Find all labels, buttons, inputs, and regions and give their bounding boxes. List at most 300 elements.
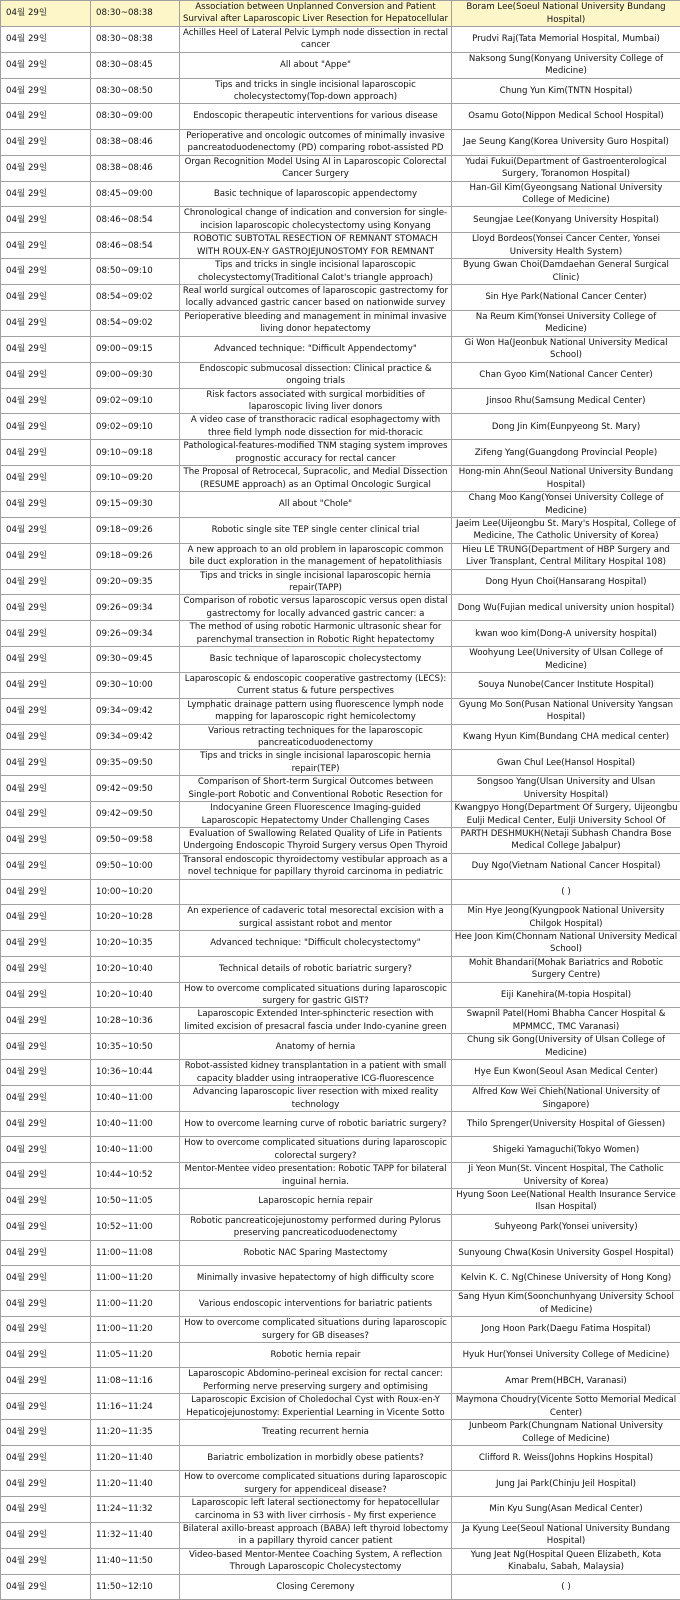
speaker-cell xyxy=(452,1,680,27)
table-row xyxy=(1,1163,680,1189)
table-row xyxy=(1,52,680,78)
title-cell-text: Laparoscopic left lateral sectionectomy for hepatocellular carcinoma in S3 with liver cirrhosis - My first experience xyxy=(182,1497,449,1522)
title-cell-text: Basic technique of laparoscopic cholecystectomy xyxy=(182,653,449,665)
title-cell-text: How to overcome complicated situations during laparoscopic surgery for appendiceal disease? xyxy=(182,1471,449,1496)
title-cell-text: Robot-assisted kidney transplantation in a patient with small capacity bladder using intraoperative ICG-fluorescence xyxy=(182,1060,449,1085)
time-cell-text: 08:54~09:02 xyxy=(96,317,177,329)
title-cell-text: Perioperative and oncologic outcomes of minimally invasive pancreatoduodenectomy (PD) comparing robot-assisted PD xyxy=(182,130,449,155)
date-cell-text: 04월 29일 xyxy=(6,110,88,122)
speaker-cell-text: Chang Moo Kang(Yonsei University College of Medicine) xyxy=(454,492,678,517)
title-cell xyxy=(180,517,452,543)
speaker-cell xyxy=(452,905,680,931)
title-cell xyxy=(180,673,452,699)
speaker-cell-text: Prudvi Raj(Tata Memorial Hospital, Mumbai) xyxy=(454,33,678,45)
speaker-cell xyxy=(452,78,680,104)
date-cell xyxy=(1,1,91,27)
date-cell xyxy=(1,181,91,207)
table-row xyxy=(1,750,680,776)
date-cell-text: 04월 29일 xyxy=(6,214,88,226)
speaker-cell-text: Na Reum Kim(Yonsei University College of Medicine) xyxy=(454,311,678,336)
date-cell xyxy=(1,905,91,931)
time-cell-text: 09:26~09:34 xyxy=(96,628,177,640)
time-cell xyxy=(91,1343,180,1368)
time-cell-text: 09:42~09:50 xyxy=(96,783,177,795)
date-cell xyxy=(1,1188,91,1214)
title-cell-text: Minimally invasive hepatectomy of high difficulty score xyxy=(182,1272,449,1284)
title-cell xyxy=(180,52,452,78)
title-cell xyxy=(180,1523,452,1549)
time-cell-text: 08:50~09:10 xyxy=(96,265,177,277)
time-cell-text: 10:40~11:00 xyxy=(96,1118,177,1130)
speaker-cell-text: Jong Hoon Park(Daegu Fatima Hospital) xyxy=(454,1323,678,1335)
time-cell-text: 08:46~08:54 xyxy=(96,240,177,252)
speaker-cell-text: Souya Nunobe(Cancer Institute Hospital) xyxy=(454,679,678,691)
date-cell xyxy=(1,595,91,621)
title-cell-text: Technical details of robotic bariatric surgery? xyxy=(182,963,449,975)
time-cell-text: 11:20~11:35 xyxy=(96,1426,177,1438)
date-cell xyxy=(1,698,91,724)
date-cell-text: 04월 29일 xyxy=(6,369,88,381)
speaker-cell xyxy=(452,440,680,466)
date-cell xyxy=(1,647,91,673)
time-cell xyxy=(91,930,180,956)
time-cell-text: 10:20~10:40 xyxy=(96,963,177,975)
date-cell xyxy=(1,828,91,854)
title-cell-text: An experience of cadaveric total mesorectal excision with a surgical assistant robot and mentor xyxy=(182,905,449,930)
table-row xyxy=(1,466,680,492)
time-cell-text: 11:08~11:16 xyxy=(96,1375,177,1387)
speaker-cell xyxy=(452,336,680,362)
table-row xyxy=(1,285,680,311)
time-cell-text: 10:40~11:00 xyxy=(96,1092,177,1104)
speaker-cell-text: Jaeim Lee(Uijeongbu St. Mary's Hospital, College of Medicine, The Catholic University of Korea) xyxy=(454,518,678,543)
date-cell xyxy=(1,388,91,414)
date-cell xyxy=(1,517,91,543)
title-cell xyxy=(180,724,452,750)
speaker-cell-text: Hyuk Hur(Yonsei University College of Medicine) xyxy=(454,1349,678,1361)
date-cell-text: 04월 29일 xyxy=(6,1195,88,1207)
speaker-cell xyxy=(452,750,680,776)
title-cell-text: Laparoscopic Abdomino-perineal excision for rectal cancer: Performing nerve preserving surgery and optimising xyxy=(182,1368,449,1393)
time-cell-text: 10:40~11:00 xyxy=(96,1144,177,1156)
date-cell xyxy=(1,27,91,53)
table-row xyxy=(1,853,680,879)
date-cell xyxy=(1,750,91,776)
speaker-cell-text: ( ) xyxy=(454,1581,678,1593)
date-cell-text: 04월 29일 xyxy=(6,1503,88,1515)
speaker-cell-text: Hyung Soon Lee(National Health Insurance Service Ilsan Hospital) xyxy=(454,1189,678,1214)
time-cell xyxy=(91,492,180,518)
title-cell-text: Organ Recognition Model Using AI in Laparoscopic Colorectal Cancer Surgery xyxy=(182,156,449,181)
date-cell-text: 04월 29일 xyxy=(6,136,88,148)
title-cell xyxy=(180,1420,452,1446)
table-row xyxy=(1,1086,680,1112)
time-cell xyxy=(91,1163,180,1189)
time-cell-text: 11:50~12:10 xyxy=(96,1581,177,1593)
date-cell-text: 04월 29일 xyxy=(6,1092,88,1104)
date-cell-text: 04월 29일 xyxy=(6,757,88,769)
title-cell xyxy=(180,1446,452,1471)
table-row xyxy=(1,828,680,854)
title-cell-text: Advancing laparoscopic liver resection with mixed reality technology xyxy=(182,1086,449,1111)
speaker-cell-text: Min Hye Jeong(Kyungpook National University Chilgok Hospital) xyxy=(454,905,678,930)
date-cell-text: 04월 29일 xyxy=(6,1015,88,1027)
table-row xyxy=(1,181,680,207)
time-cell-text: 11:24~11:32 xyxy=(96,1503,177,1515)
table-row xyxy=(1,956,680,982)
title-cell-text: Endoscopic therapeutic interventions for various disease xyxy=(182,110,449,122)
time-cell-text: 11:40~11:50 xyxy=(96,1555,177,1567)
date-cell xyxy=(1,1497,91,1523)
title-cell xyxy=(180,1060,452,1086)
time-cell xyxy=(91,181,180,207)
date-cell-text: 04월 29일 xyxy=(6,1452,88,1464)
time-cell xyxy=(91,414,180,440)
title-cell-text: Indocyanine Green Fluorescence Imaging-guided Laparoscopic Hepatectomy Under Challenging Cases xyxy=(182,802,449,827)
speaker-cell-text: Hee Joon Kim(Chonnam National University Medical School) xyxy=(454,931,678,956)
title-cell-text: The Proposal of Retrocecal, Supracolic, and Medial Dissection (RESUME approach) as an Optimal Oncologic Surgical xyxy=(182,466,449,491)
table-row xyxy=(1,1060,680,1086)
table-row xyxy=(1,595,680,621)
title-cell-text: Laparoscopic hernia repair xyxy=(182,1195,449,1207)
table-row xyxy=(1,233,680,259)
title-cell-text: Laparoscopic & endoscopic cooperative gastrectomy (LECS): Current status & future perspectives xyxy=(182,673,449,698)
title-cell-text: Risk factors associated with surgical morbidities of laparoscopic living liver donors xyxy=(182,389,449,414)
time-cell xyxy=(91,207,180,233)
date-cell-text: 04월 29일 xyxy=(6,240,88,252)
time-cell xyxy=(91,1420,180,1446)
speaker-cell xyxy=(452,1523,680,1549)
speaker-cell-text: Thilo Sprenger(University Hospital of Giessen) xyxy=(454,1118,678,1130)
time-cell xyxy=(91,1060,180,1086)
time-cell xyxy=(91,1137,180,1163)
date-cell-text: 04월 29일 xyxy=(6,472,88,484)
speaker-cell xyxy=(452,285,680,311)
time-cell xyxy=(91,466,180,492)
title-cell xyxy=(180,982,452,1008)
speaker-cell xyxy=(452,388,680,414)
title-cell xyxy=(180,776,452,802)
speaker-cell xyxy=(452,1291,680,1317)
speaker-cell-text: Dong Wu(Fujian medical university union hospital) xyxy=(454,602,678,614)
speaker-cell-text: Osamu Goto(Nippon Medical School Hospital) xyxy=(454,110,678,122)
date-cell-text: 04월 29일 xyxy=(6,1401,88,1413)
table-row xyxy=(1,129,680,155)
title-cell xyxy=(180,853,452,879)
title-cell-text: Lymphatic drainage pattern using fluorescence lymph node mapping for laparoscopic right hemicolectomy xyxy=(182,699,449,724)
date-cell xyxy=(1,1317,91,1343)
title-cell-text: Tips and tricks in single incisional laparoscopic cholecystectomy(Top-down approach) xyxy=(182,79,449,104)
date-cell xyxy=(1,1086,91,1112)
time-cell-text: 10:20~10:35 xyxy=(96,937,177,949)
time-cell-text: 09:15~09:30 xyxy=(96,498,177,510)
title-cell xyxy=(180,621,452,647)
title-cell-text: Bilateral axillo-breast approach (BABA) left thyroid lobectomy in a papillary thyroid cancer patient xyxy=(182,1523,449,1548)
date-cell-text: 04월 29일 xyxy=(6,1298,88,1310)
speaker-cell-text: Gwan Chul Lee(Hansol Hospital) xyxy=(454,757,678,769)
speaker-cell-text: Chung Yun Kim(TNTN Hospital) xyxy=(454,85,678,97)
date-cell-text: 04월 29일 xyxy=(6,1323,88,1335)
title-cell xyxy=(180,259,452,285)
title-cell xyxy=(180,311,452,337)
speaker-cell xyxy=(452,982,680,1008)
date-cell-text: 04월 29일 xyxy=(6,265,88,277)
time-cell-text: 10:20~10:40 xyxy=(96,989,177,1001)
title-cell xyxy=(180,956,452,982)
date-cell-text: 04월 29일 xyxy=(6,834,88,846)
date-cell-text: 04월 29일 xyxy=(6,731,88,743)
time-cell xyxy=(91,104,180,129)
table-row xyxy=(1,1548,680,1574)
date-cell xyxy=(1,621,91,647)
table-row xyxy=(1,724,680,750)
time-cell-text: 09:00~09:15 xyxy=(96,343,177,355)
time-cell-text: 09:42~09:50 xyxy=(96,808,177,820)
date-cell xyxy=(1,129,91,155)
table-row xyxy=(1,78,680,104)
title-cell xyxy=(180,362,452,388)
speaker-cell xyxy=(452,853,680,879)
time-cell xyxy=(91,802,180,828)
title-cell xyxy=(180,78,452,104)
table-row xyxy=(1,647,680,673)
title-cell-text: Basic technique of laparoscopic appendectomy xyxy=(182,188,449,200)
time-cell xyxy=(91,517,180,543)
table-row xyxy=(1,1266,680,1291)
title-cell-text: Tips and tricks in single incisional laparoscopic hernia repair(TAPP) xyxy=(182,570,449,595)
date-cell xyxy=(1,930,91,956)
title-cell-text: Advanced technique: "Difficult Appendectomy" xyxy=(182,343,449,355)
title-cell-text: Mentor-Mentee video presentation: Robotic TAPP for bilateral inguinal hernia. xyxy=(182,1163,449,1188)
title-cell xyxy=(180,1086,452,1112)
speaker-cell xyxy=(452,492,680,518)
speaker-cell xyxy=(452,647,680,673)
date-cell-text: 04월 29일 xyxy=(6,421,88,433)
speaker-cell-text: Dong Hyun Choi(Hansarang Hospital) xyxy=(454,576,678,588)
title-cell xyxy=(180,1343,452,1368)
speaker-cell-text: kwan woo kim(Dong-A university hospital) xyxy=(454,628,678,640)
speaker-cell-text: Byung Gwan Choi(Damdaehan General Surgical Clinic) xyxy=(454,259,678,284)
date-cell-text: 04월 29일 xyxy=(6,628,88,640)
table-row xyxy=(1,1368,680,1394)
time-cell-text: 11:32~11:40 xyxy=(96,1529,177,1541)
speaker-cell xyxy=(452,956,680,982)
speaker-cell xyxy=(452,466,680,492)
speaker-cell xyxy=(452,724,680,750)
time-cell-text: 11:00~11:20 xyxy=(96,1272,177,1284)
speaker-cell xyxy=(452,1574,680,1599)
title-cell xyxy=(180,828,452,854)
title-cell-text: Bariatric embolization in morbidly obese patients? xyxy=(182,1452,449,1464)
date-cell-text: 04월 29일 xyxy=(6,395,88,407)
table-row xyxy=(1,1034,680,1060)
time-cell-text: 11:05~11:20 xyxy=(96,1349,177,1361)
speaker-cell-text: Sin Hye Park(National Cancer Center) xyxy=(454,291,678,303)
title-cell xyxy=(180,336,452,362)
title-cell xyxy=(180,1266,452,1291)
time-cell-text: 10:44~10:52 xyxy=(96,1169,177,1181)
table-row xyxy=(1,517,680,543)
date-cell xyxy=(1,802,91,828)
time-cell xyxy=(91,155,180,181)
speaker-cell xyxy=(452,1034,680,1060)
date-cell xyxy=(1,879,91,904)
speaker-cell-text: Jae Seung Kang(Korea University Guro Hospital) xyxy=(454,136,678,148)
date-cell xyxy=(1,311,91,337)
time-cell-text: 10:50~11:05 xyxy=(96,1195,177,1207)
title-cell xyxy=(180,698,452,724)
date-cell xyxy=(1,1266,91,1291)
title-cell-text: Video-based Mentor-Mentee Coaching System, A reflection Through Laparoscopic Cholecystectomy xyxy=(182,1549,449,1574)
speaker-cell-text: Hong-min Ahn(Seoul National University Bundang Hospital) xyxy=(454,466,678,491)
date-cell-text: 04월 29일 xyxy=(6,162,88,174)
date-cell-text: 04월 29일 xyxy=(6,1169,88,1181)
speaker-cell xyxy=(452,1137,680,1163)
table-row xyxy=(1,543,680,569)
time-cell xyxy=(91,621,180,647)
title-cell xyxy=(180,1368,452,1394)
title-cell-text: Transoral endoscopic thyroidectomy vestibular approach as a novel technique for papillary thyroid carcinoma in pediatric xyxy=(182,854,449,879)
time-cell xyxy=(91,879,180,904)
date-cell-text: 04월 29일 xyxy=(6,343,88,355)
table-row xyxy=(1,1111,680,1136)
time-cell-text: 08:46~08:54 xyxy=(96,214,177,226)
title-cell xyxy=(180,1497,452,1523)
time-cell-text: 08:45~09:00 xyxy=(96,188,177,200)
table-row xyxy=(1,1240,680,1265)
title-cell xyxy=(180,285,452,311)
time-cell-text: 09:30~10:00 xyxy=(96,679,177,691)
date-cell xyxy=(1,1240,91,1265)
table-row xyxy=(1,1137,680,1163)
time-cell xyxy=(91,1188,180,1214)
speaker-cell-text: Eiji Kanehira(M-topia Hospital) xyxy=(454,989,678,1001)
title-cell-text: A video case of transthoracic radical esophagectomy with three field lymph node dissection for mid-thoracic xyxy=(182,414,449,439)
speaker-cell xyxy=(452,233,680,259)
title-cell xyxy=(180,440,452,466)
time-cell-text: 08:30~08:38 xyxy=(96,7,177,19)
speaker-cell-text: Kwangpyo Hong(Department Of Surgery, Uijeongbu Eulji Medical Center, Eulji University School Of xyxy=(454,802,678,827)
title-cell-text: Tips and tricks in single incisional laparoscopic hernia repair(TEP) xyxy=(182,750,449,775)
time-cell xyxy=(91,1471,180,1497)
date-cell-text: 04월 29일 xyxy=(6,7,88,19)
time-cell xyxy=(91,388,180,414)
date-cell xyxy=(1,1291,91,1317)
speaker-cell xyxy=(452,27,680,53)
speaker-cell-text: Min Kyu Sung(Asan Medical Center) xyxy=(454,1503,678,1515)
title-cell-text: Laparoscopic Excision of Choledochal Cyst with Roux-en-Y Hepaticojejunostomy: Experiential Learning in Vicente Sotto xyxy=(182,1394,449,1419)
time-cell-text: 09:02~09:10 xyxy=(96,421,177,433)
date-cell xyxy=(1,776,91,802)
date-cell xyxy=(1,1574,91,1599)
table-row xyxy=(1,905,680,931)
title-cell-text: Comparison of Short-term Surgical Outcomes between Single-port Robotic and Conventional Robotic Resection for xyxy=(182,776,449,801)
speaker-cell-text: Dong Jin Kim(Eunpyeong St. Mary) xyxy=(454,421,678,433)
date-cell-text: 04월 29일 xyxy=(6,860,88,872)
time-cell-text: 09:50~09:58 xyxy=(96,834,177,846)
speaker-cell-text: Zifeng Yang(Guangdong Provincial People) xyxy=(454,447,678,459)
title-cell xyxy=(180,181,452,207)
time-cell-text: 09:10~09:20 xyxy=(96,472,177,484)
table-row xyxy=(1,414,680,440)
speaker-cell xyxy=(452,1420,680,1446)
speaker-cell xyxy=(452,698,680,724)
table-row xyxy=(1,1574,680,1599)
title-cell-text: All about "Chole" xyxy=(182,498,449,510)
title-cell-text: How to overcome learning curve of robotic bariatric surgery? xyxy=(182,1118,449,1130)
speaker-cell-text: Songsoo Yang(Ulsan University and Ulsan University Hospital) xyxy=(454,776,678,801)
title-cell xyxy=(180,1111,452,1136)
date-cell xyxy=(1,233,91,259)
time-cell xyxy=(91,698,180,724)
title-cell-text: Evaluation of Swallowing Related Quality of Life in Patients Undergoing Endoscopic Thyroid Surgery versus Open Thyroid xyxy=(182,828,449,853)
time-cell-text: 08:54~09:02 xyxy=(96,291,177,303)
date-cell xyxy=(1,285,91,311)
title-cell xyxy=(180,1034,452,1060)
speaker-cell xyxy=(452,1471,680,1497)
speaker-cell-text: ( ) xyxy=(454,886,678,898)
speaker-cell-text: Maymona Choudry(Vicente Sotto Memorial Medical Center) xyxy=(454,1394,678,1419)
title-cell-text: All about "Appe" xyxy=(182,59,449,71)
date-cell xyxy=(1,673,91,699)
speaker-cell xyxy=(452,259,680,285)
date-cell xyxy=(1,853,91,879)
time-cell-text: 10:00~10:20 xyxy=(96,886,177,898)
time-cell xyxy=(91,1111,180,1136)
date-cell-text: 04월 29일 xyxy=(6,602,88,614)
table-row xyxy=(1,698,680,724)
time-cell xyxy=(91,285,180,311)
title-cell-text: Association between Unplanned Conversion and Patient Survival after Laparoscopic Liver Resection for Hepatocellular xyxy=(182,1,449,26)
time-cell-text: 10:52~11:00 xyxy=(96,1221,177,1233)
time-cell xyxy=(91,828,180,854)
time-cell xyxy=(91,750,180,776)
time-cell-text: 08:30~08:45 xyxy=(96,59,177,71)
date-cell xyxy=(1,52,91,78)
date-cell-text: 04월 29일 xyxy=(6,783,88,795)
time-cell-text: 11:20~11:40 xyxy=(96,1478,177,1490)
date-cell xyxy=(1,1368,91,1394)
time-cell xyxy=(91,1317,180,1343)
table-row xyxy=(1,802,680,828)
speaker-cell-text: Boram Lee(Soeul National University Bundang Hospital) xyxy=(454,1,678,26)
speaker-cell-text: Ja Kyung Lee(Seoul National University Bundang Hospital) xyxy=(454,1523,678,1548)
speaker-cell-text: Chan Gyoo Kim(National Cancer Center) xyxy=(454,369,678,381)
date-cell-text: 04월 29일 xyxy=(6,85,88,97)
speaker-cell xyxy=(452,776,680,802)
speaker-cell xyxy=(452,104,680,129)
date-cell xyxy=(1,414,91,440)
table-row xyxy=(1,1394,680,1420)
date-cell xyxy=(1,1214,91,1240)
time-cell-text: 09:26~09:34 xyxy=(96,602,177,614)
table-row xyxy=(1,1523,680,1549)
table-row xyxy=(1,207,680,233)
title-cell xyxy=(180,414,452,440)
date-cell xyxy=(1,1471,91,1497)
speaker-cell-text: Duy Ngo(Vietnam National Cancer Hospital) xyxy=(454,860,678,872)
time-cell xyxy=(91,1034,180,1060)
time-cell xyxy=(91,336,180,362)
speaker-cell-text: Junbeom Park(Chungnam National University College of Medicine) xyxy=(454,1420,678,1445)
table-row xyxy=(1,259,680,285)
speaker-cell xyxy=(452,1086,680,1112)
title-cell-text: Robotic NAC Sparing Mastectomy xyxy=(182,1247,449,1259)
time-cell xyxy=(91,776,180,802)
date-cell xyxy=(1,1446,91,1471)
speaker-cell xyxy=(452,311,680,337)
date-cell-text: 04월 29일 xyxy=(6,963,88,975)
